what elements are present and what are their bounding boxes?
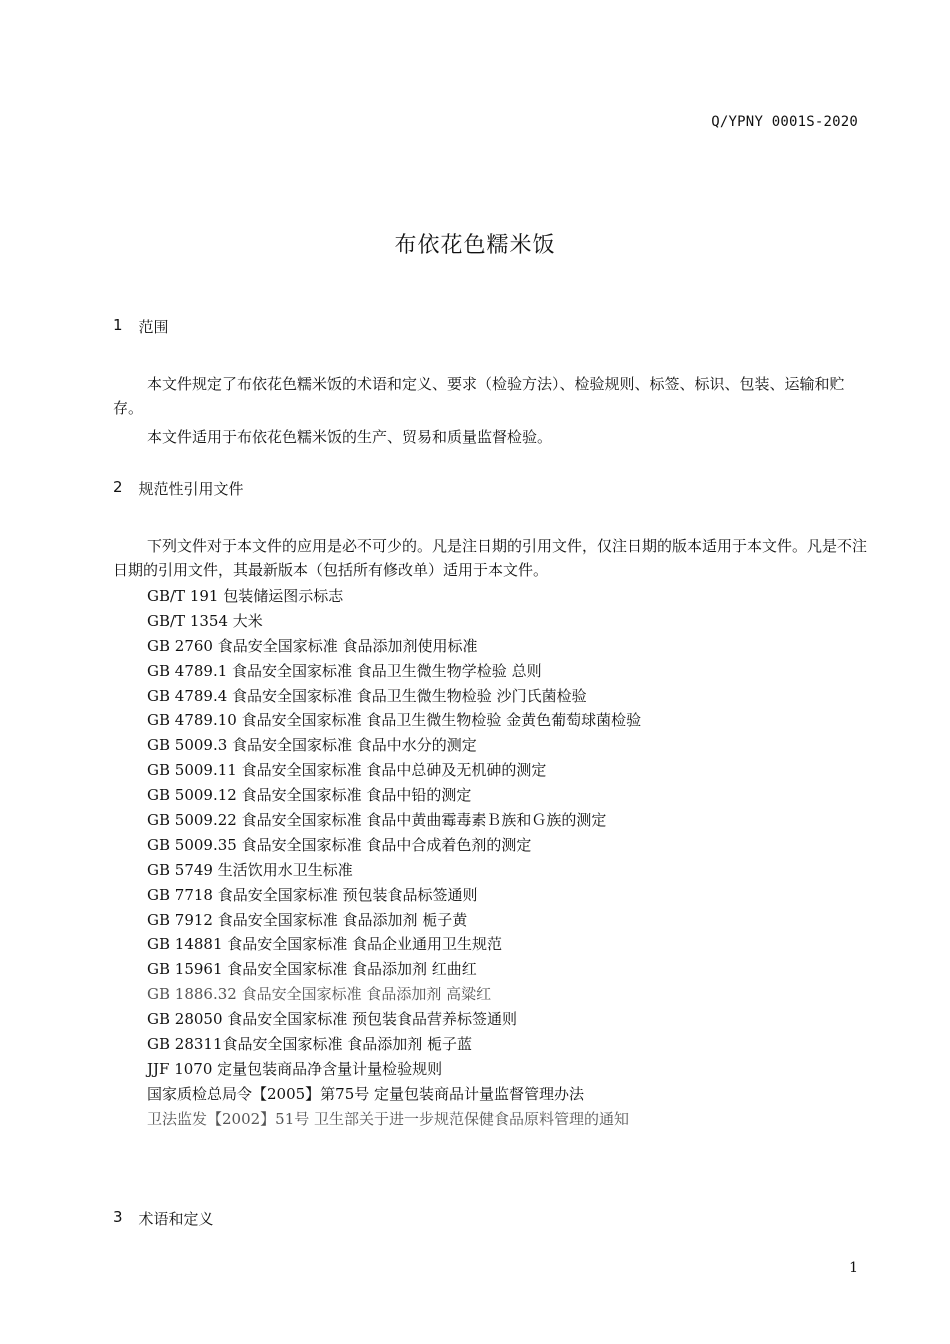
section-heading-scope	[113, 316, 169, 337]
reference-item: GB 5749 生活饮用水卫生标准	[147, 860, 353, 879]
section-number: 3	[113, 1208, 123, 1226]
reference-item: GB/T 191 包装储运图示标志	[147, 587, 344, 605]
reference-item: GB 4789.1 食品安全国家标准 食品卫生微生物学检验 总则	[147, 661, 542, 680]
section-title: 规范性引用文件	[138, 480, 244, 498]
reference-item: 国家质检总局令【2005】第75号 定量包装商品计量监督管理办法	[147, 1084, 585, 1103]
reference-item: GB/T 1354 大米	[147, 611, 263, 630]
reference-item: GB 7718 食品安全国家标准 预包装食品标签通则	[147, 885, 478, 904]
reference-list	[147, 584, 641, 1132]
reference-item: GB 28311食品安全国家标准 食品添加剂 栀子蓝	[147, 1035, 473, 1054]
page-number: 1	[849, 1260, 858, 1276]
reference-item: GB 5009.11 食品安全国家标准 食品中总砷及无机砷的测定	[147, 761, 547, 780]
reference-item: GB 5009.22 食品安全国家标准 食品中黄曲霉毒素Ｂ族和Ｇ族的测定	[147, 811, 607, 830]
document-code: Q/YPNY 0001S-2020	[711, 114, 858, 130]
reference-item: GB 5009.35 食品安全国家标准 食品中合成着色剂的测定	[147, 835, 532, 854]
scope-paragraph-2: 本文件适用于布依花色糯米饭的生产、贸易和质量监督检验。	[147, 428, 553, 446]
reference-item: GB 4789.10 食品安全国家标准 食品卫生微生物检验 金黄色葡萄球菌检验	[147, 711, 642, 730]
section-title: 术语和定义	[138, 1210, 214, 1228]
page-title: 布依花色糯米饭	[394, 233, 556, 258]
reference-item: GB 2760 食品安全国家标准 食品添加剂使用标准	[147, 636, 478, 655]
section-title: 范围	[138, 318, 169, 336]
reference-item: GB 15961 食品安全国家标准 食品添加剂 红曲红	[147, 960, 477, 979]
reference-item: GB 14881 食品安全国家标准 食品企业通用卫生规范	[147, 935, 503, 954]
reference-item: GB 5009.3 食品安全国家标准 食品中水分的测定	[147, 736, 477, 755]
scope-paragraph-1: 本文件规定了布依花色糯米饭的术语和定义、要求（检验方法）、检验规则、标签、标识、包装、运输和贮存。	[113, 375, 845, 417]
section-number: 1	[113, 316, 123, 334]
reference-item: GB 1886.32 食品安全国家标准 食品添加剂 高粱红	[147, 985, 492, 1004]
reference-item: GB 7912 食品安全国家标准 食品添加剂 栀子黄	[147, 910, 468, 929]
references-intro: 下列文件对于本文件的应用是必不可少的。凡是注日期的引用文件，仅注日期的版本适用于本文件。凡是不注日期的引用文件，其最新版本（包括所有修改单）适用于本文件。	[113, 537, 868, 579]
reference-item: GB 28050 食品安全国家标准 预包装食品营养标签通则	[147, 1010, 518, 1029]
reference-item: GB 4789.4 食品安全国家标准 食品卫生微生物检验 沙门氏菌检验	[147, 686, 587, 705]
section-heading-normative-references	[113, 478, 244, 499]
section-number: 2	[113, 478, 123, 496]
reference-item: GB 5009.12 食品安全国家标准 食品中铅的测定	[147, 786, 472, 805]
reference-item: JJF 1070 定量包装商品净含量计量检验规则	[147, 1059, 443, 1078]
reference-item: 卫法监发【2002】51号 卫生部关于进一步规范保健食品原料管理的通知	[147, 1109, 630, 1128]
section-heading-terms	[113, 1208, 214, 1229]
